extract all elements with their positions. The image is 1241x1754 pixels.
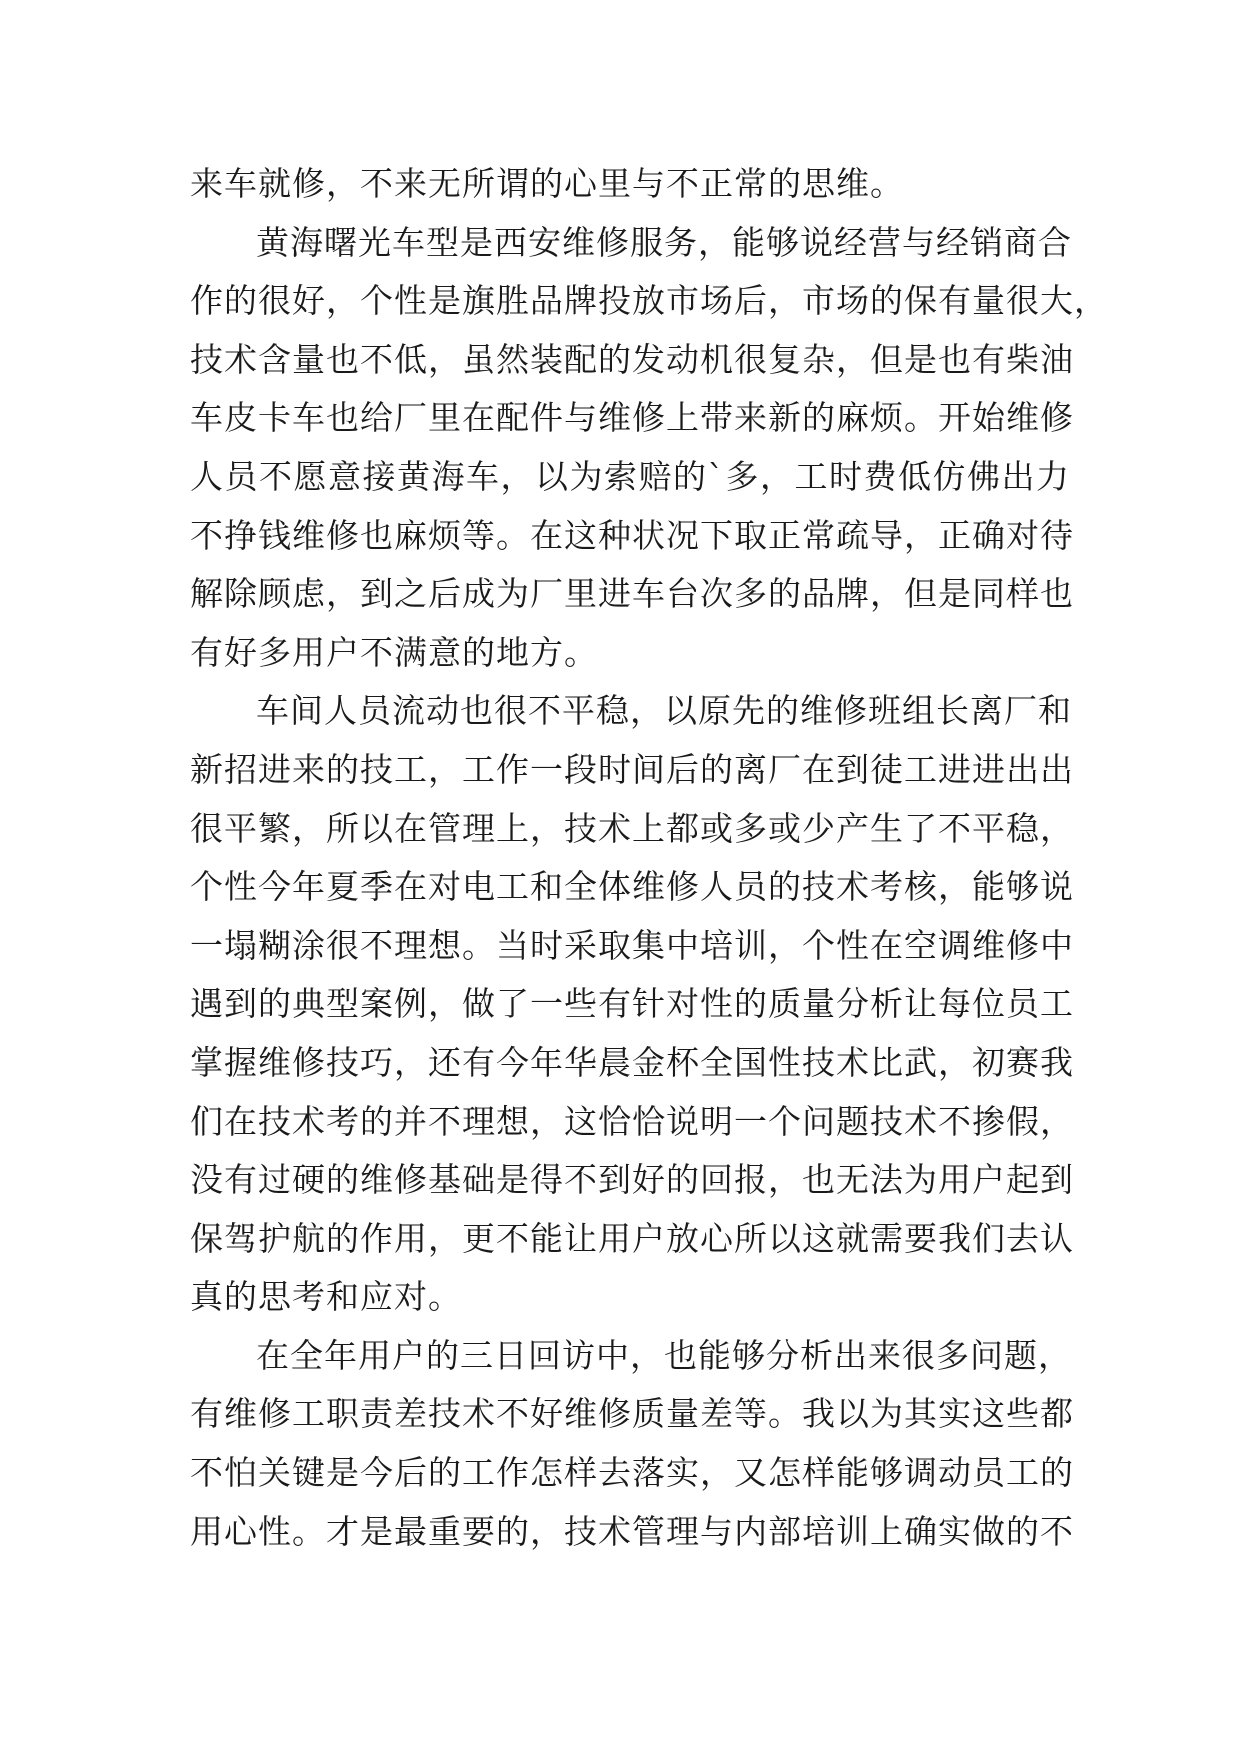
text-line: 有维修工职责差技术不好维修质量差等。我以为其实这些都 [190,1394,1074,1434]
text-line: 技术含量也不低，虽然装配的发动机很复杂，但是也有柴油 [190,339,1074,379]
text-line: 保驾护航的作用，更不能让用户放心所以这就需要我们去认 [190,1218,1074,1258]
text-line: 人员不愿意接黄海车，以为索赔的`多，工时费低仿佛出力 [190,456,1070,496]
text-line: 很平繁，所以在管理上，技术上都或多或少产生了不平稳， [190,808,1074,848]
text-line: 黄海曙光车型是西安维修服务，能够说经营与经销商合 [256,222,1072,262]
text-line: 作的很好，个性是旗胜品牌投放市场后，市场的保有量很大， [190,281,1108,321]
text-line: 没有过硬的维修基础是得不到好的回报，也无法为用户起到 [190,1160,1074,1200]
text-line: 来车就修，不来无所谓的心里与不正常的思维。 [190,164,904,203]
text-line: 们在技术考的并不理想，这恰恰说明一个问题技术不掺假， [190,1101,1074,1141]
text-line: 个性今年夏季在对电工和全体维修人员的技术考核，能够说 [190,867,1074,907]
text-line: 车皮卡车也给厂里在配件与维修上带来新的麻烦。开始维修 [190,398,1074,438]
text-line: 有好多用户不满意的地方。 [190,632,598,672]
text-line: 在全年用户的三日回访中，也能够分析出来很多问题， [256,1335,1072,1375]
text-line: 真的思考和应对。 [190,1277,462,1317]
text-line: 遇到的典型案例，做了一些有针对性的质量分析让每位员工 [190,984,1074,1024]
text-line: 新招进来的技工，工作一段时间后的离厂在到徒工进进出出 [190,749,1074,789]
text-line: 掌握维修技巧，还有今年华晨金杯全国性技术比武，初赛我 [190,1042,1074,1082]
text-line: 用心性。才是最重要的，技术管理与内部培训上确实做的不 [190,1511,1074,1551]
text-line: 不怕关键是今后的工作怎样去落实，又怎样能够调动员工的 [190,1453,1074,1493]
text-line: 车间人员流动也很不平稳，以原先的维修班组长离厂和 [256,691,1072,731]
text-line: 解除顾虑，到之后成为厂里进车台次多的品牌，但是同样也 [190,574,1074,614]
body-text [190,155,1108,1561]
text-line: 不挣钱维修也麻烦等。在这种状况下取正常疏导，正确对待 [190,515,1074,555]
text-line: 一塌糊涂很不理想。当时采取集中培训，个性在空调维修中 [190,925,1074,965]
